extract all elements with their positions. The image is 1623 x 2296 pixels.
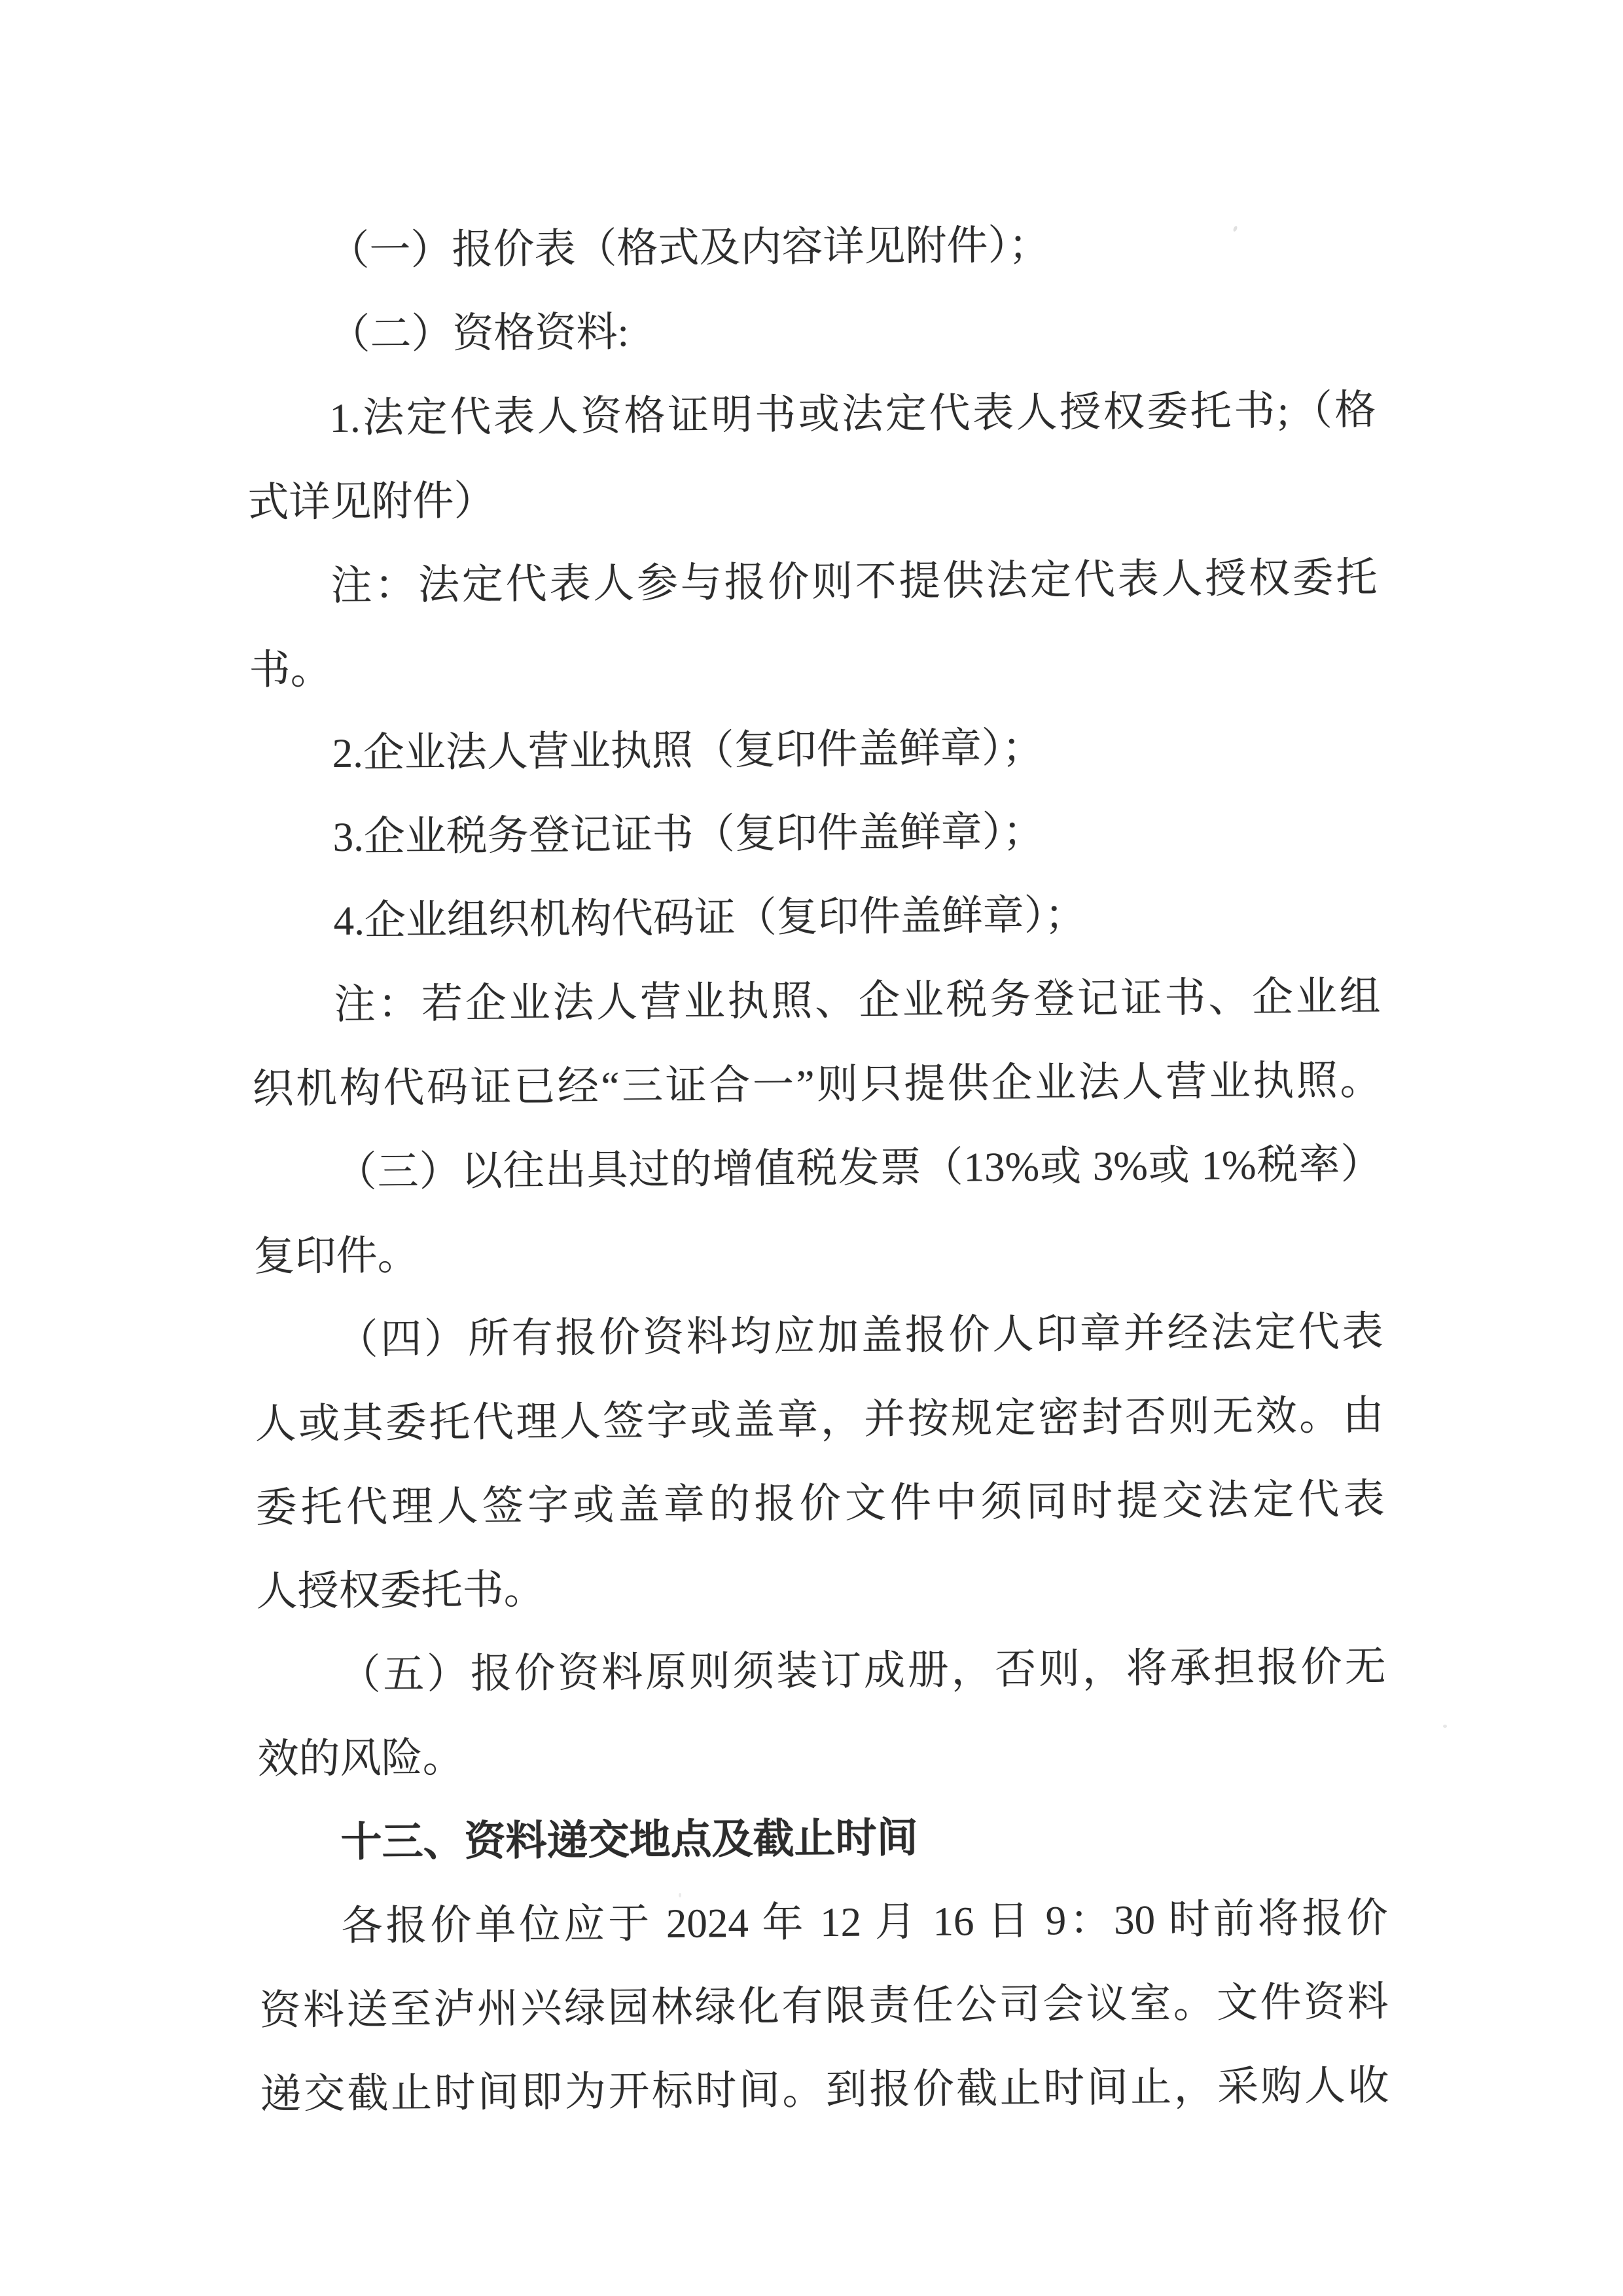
document-body — [245, 200, 1389, 2136]
text-line: 资料送至泸州兴绿园林绿化有限责任公司会议室。文件资料 — [259, 1979, 1389, 2034]
text-line: 2.企业法人营业执照（复印件盖鲜章）； — [332, 725, 1044, 776]
text-line: 织机构代码证已经“三证合一”则只提供企业法人营业执照。 — [252, 1057, 1382, 1112]
text-line: 委托代理人签字或盖章的报价文件中须同时提交法定代表 — [255, 1476, 1385, 1531]
text-line: 效的风险。 — [257, 1734, 464, 1782]
text-line: 注：法定代表人参与报价则不提供法定代表人授权委托 — [330, 554, 1378, 609]
scan-speck — [679, 1893, 681, 1897]
text-line: （五）报价资料原则须装订成册，否则，将承担报价无 — [339, 1643, 1386, 1698]
text-line: 各报价单位应于 2024 年 12 月 16 日 9：30 时前将报价 — [341, 1895, 1388, 1949]
scan-speck — [1443, 1725, 1447, 1728]
text-line: （四）所有报价资料均应加盖报价人印章并经法定代表 — [336, 1308, 1383, 1363]
text-line: 式详见附件） — [247, 478, 495, 526]
text-line: 复印件。 — [253, 1232, 419, 1280]
text-line: （一）报价表（格式及内容详见附件）； — [328, 222, 1050, 274]
text-line: 递交截止时间即为开标时间。到报价截止时间止，采购人收 — [260, 2062, 1389, 2117]
text-line: （三）以往出具过的增值税发票（13%或 3%或 1%税率） — [335, 1141, 1382, 1195]
section-heading-line: 十三、资料递交地点及截止时间 — [340, 1815, 918, 1865]
text-line: 书。 — [249, 646, 332, 693]
text-line: 3.企业税务登记证书（复印件盖鲜章）； — [332, 808, 1044, 860]
text-line: 人授权委托书。 — [256, 1566, 545, 1615]
text-line: 人或其委托代理人签字或盖章，并按规定密封否则无效。由 — [255, 1392, 1384, 1447]
text-line: 1.法定代表人资格证明书或法定代表人授权委托书;（格 — [329, 387, 1376, 441]
text-line: 4.企业组织机构代码证（复印件盖鲜章）； — [333, 891, 1086, 944]
text-line: 注：若企业法人营业执照、企业税务登记证书、企业组 — [334, 973, 1381, 1028]
text-line: （二）资格资料: — [329, 309, 630, 358]
